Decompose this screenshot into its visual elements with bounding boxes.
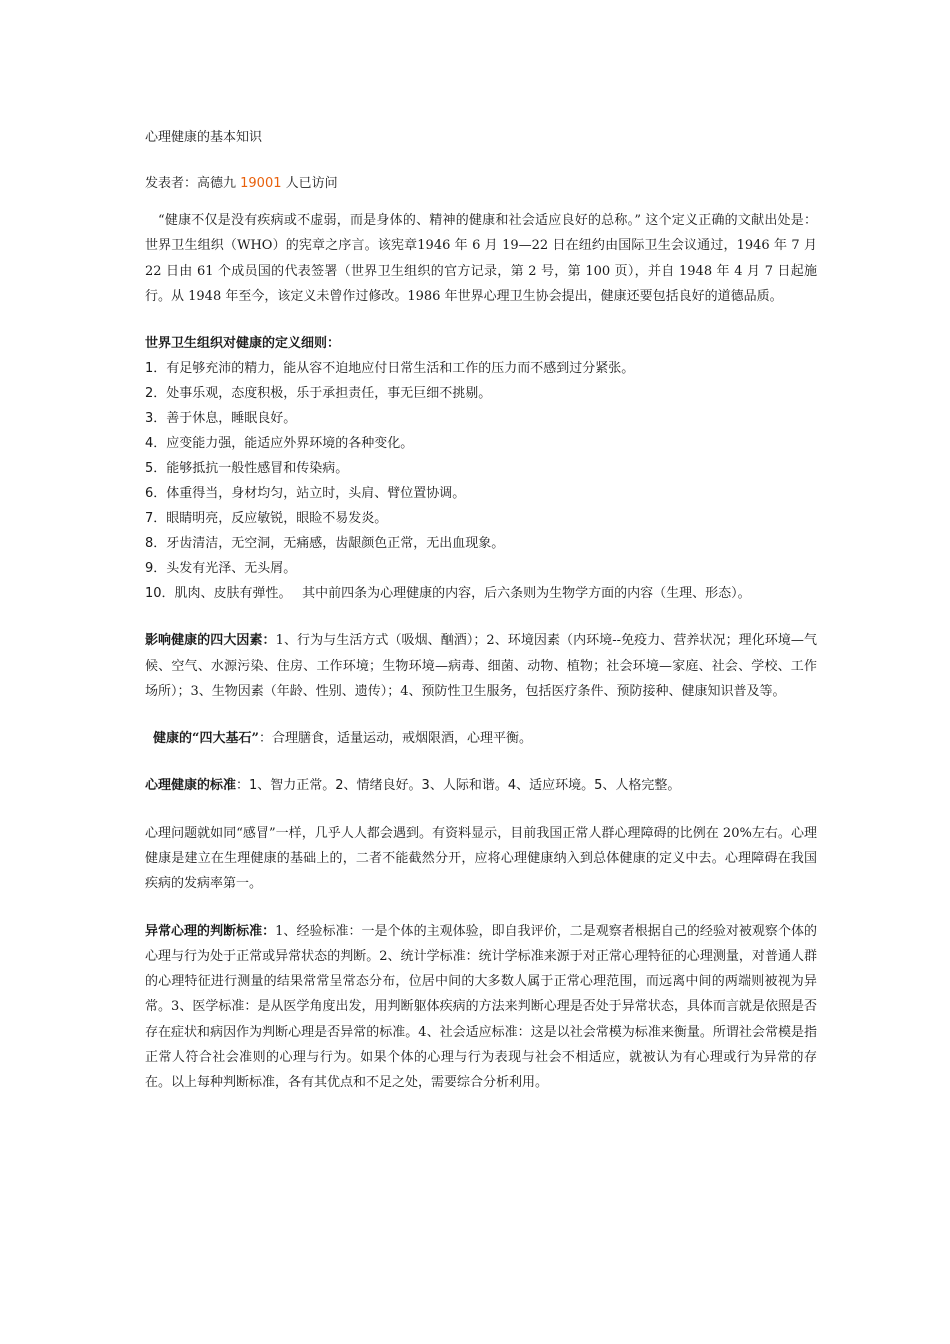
list-item: 8．牙齿清洁，无空洞，无痛感，齿龈颜色正常，无出血现象。 [145, 536, 505, 552]
visit-count: 19001 [240, 176, 282, 191]
abnormal-paragraph [145, 919, 817, 1096]
list-item: 6．体重得当，身材均匀，站立时，头肩、臂位置协调。 [145, 486, 466, 502]
four-factors-text: 1、行为与生活方式（吸烟、酗酒）；2、环境因素（内环境--免疫力、营养状况；理化环境—气候、空气、水源污染、住房、工作环境；生物环境—病毒、细菌、动物、植物；社会环境—家庭、社会、学校、工作场所）；3、生物因素（年龄、性别、遗传）；4、预防性卫生服务，包括医疗条件、预防接种、健康知识普及等。 [145, 633, 817, 700]
mental-standard-text: ：1、智力正常。2、情绪良好。3、人际和谐。4、适应环境。5、人格完整。 [236, 778, 681, 794]
four-factors-heading: 影响健康的四大因素： [145, 633, 276, 649]
author-label: 发表者：高德九 [145, 176, 241, 191]
mental-issue-paragraph: 心理问题就如同“感冒”一样，几乎人人都会遇到。有资料显示，目前我国正常人群心理障碍的比例在 20%左右。心理健康是建立在生理健康的基础上的，二者不能截然分开，应将心理健康纳入到总体健康的定义中去。心理障碍在我国疾病的发病率第一。 [145, 825, 817, 892]
list-item: 9．头发有光泽、无头屑。 [145, 561, 297, 577]
mental-standard-heading: 心理健康的标准 [145, 778, 237, 794]
four-pillars-paragraph [145, 726, 817, 751]
four-pillars-text: ：合理膳食，适量运动，戒烟限酒，心理平衡。 [258, 731, 532, 747]
who-details-section [145, 331, 817, 606]
document-page [145, 128, 817, 1096]
list-item: 3．善于休息，睡眠良好。 [145, 411, 297, 427]
list-item: 7．眼睛明亮，反应敏锐，眼睑不易发炎。 [145, 511, 388, 527]
document-title: 心理健康的基本知识 [145, 130, 263, 145]
list-item: 1．有足够充沛的精力，能从容不迫地应付日常生活和工作的压力而不感到过分紧张。 [145, 361, 635, 377]
list-item: 4．应变能力强，能适应外界环境的各种变化。 [145, 436, 414, 452]
four-factors-paragraph [145, 628, 817, 704]
post-meta [145, 174, 817, 194]
list-item: 2．处事乐观，态度积极，乐于承担责任，事无巨细不挑剔。 [145, 386, 492, 402]
four-pillars-heading: 健康的“四大基石” [153, 731, 259, 747]
mental-standard-paragraph [145, 773, 817, 798]
list-item: 5．能够抵抗一般性感冒和传染病。 [145, 461, 349, 477]
who-details-heading: 世界卫生组织对健康的定义细则： [145, 336, 341, 352]
abnormal-text: 1、经验标准：一是个体的主观体验，即自我评价，二是观察者根据自己的经验对被观察个体的心理与行为处于正常或异常状态的判断。2、统计学标准：统计学标准来源于对正常心理特征的心理测量，对普通人群的心理特征进行测量的结果常常呈常态分布，位居中间的大多数人属于正常心理范围，而远离中间的两端则被视为异常。3、医学标准：是从医学角度出发，用判断躯体疾病的方法来判断心理是否处于异常状态，具体而言就是依照是否存在症状和病因作为判断心理是否异常的标准。4、社会适应标准：这是以社会常模为标准来衡量。所谓社会常模是指正常人符合社会准则的心理与行为。如果个体的心理与行为表现与社会不相适应，就被认为有心理或行为异常的存在。以上每种判断标准，各有其优点和不足之处，需要综合分析利用。 [145, 923, 817, 1091]
who-details-list [145, 356, 817, 606]
intro-paragraph: “健康不仅是没有疾病或不虚弱，而是身体的、精神的健康和社会适应良好的总称。” 这个定义正确的文献出处是：世界卫生组织（WHO）的宪章之序言。该宪章1946 年 6 月 19—22 日在纽约由国际卫生会议通过，1946 年 7 月 22 日由 61 个成员国的代表签署（世界卫生组织的官方记录，第 2 号，第 100 页），并自 1948 年 4 月 7 日起施行。从 1948 年至今，该定义未曾作过修改。1986 年世界心理卫生协会提出，健康还要包括良好的道德品质。 [145, 213, 817, 304]
abnormal-heading: 异常心理的判断标准： [145, 923, 276, 939]
visit-suffix: 人已访问 [281, 176, 338, 191]
list-item: 10．肌肉、皮肤有弹性。 其中前四条为心理健康的内容，后六条则为生物学方面的内容（生理、形态）。 [145, 586, 751, 602]
